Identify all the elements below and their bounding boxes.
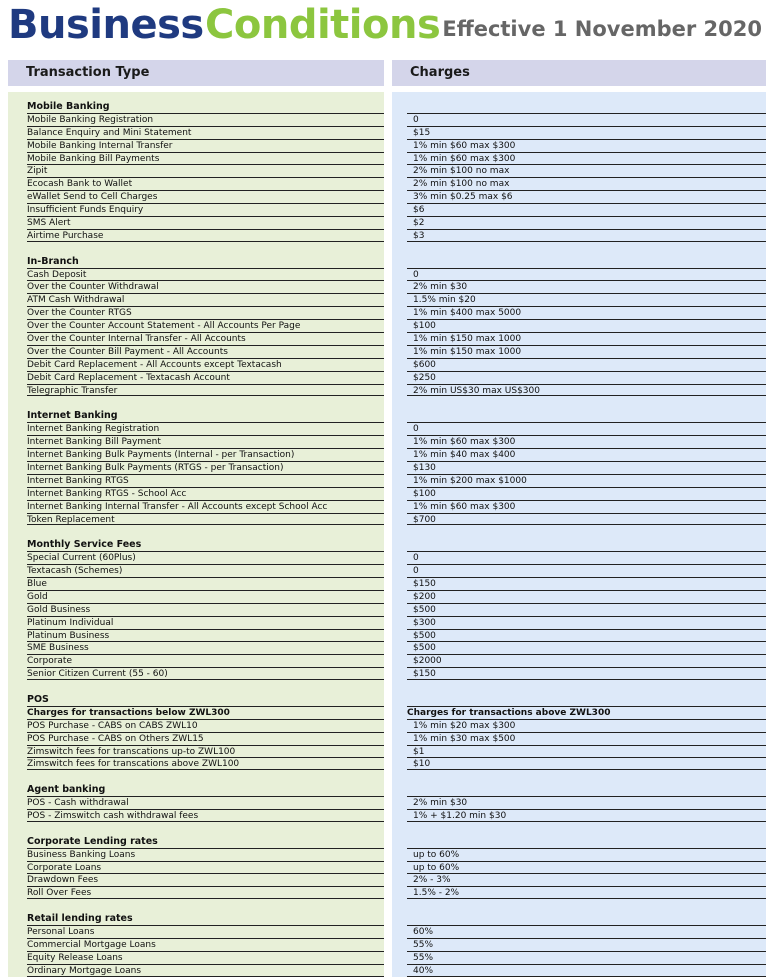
transaction-type-cell: Zimswitch fees for transcations up-to ZWL100: [27, 745, 384, 758]
transaction-type-cell: Cash Deposit: [27, 268, 384, 281]
charge-cell: 1.5% min $20: [407, 293, 766, 306]
section-heading: [0, 255, 774, 268]
transaction-type-cell: Charges for transactions below ZWL300: [27, 706, 384, 719]
transaction-type-cell: Over the Counter RTGS: [27, 306, 384, 319]
transaction-type-cell: POS - Cash withdrawal: [27, 796, 384, 809]
charge-cell: 2% min $100 no max: [407, 177, 766, 190]
charge-cell: $150: [407, 667, 766, 680]
table-row: [0, 603, 774, 616]
charge-cell: $600: [407, 358, 766, 371]
transaction-type-cell: Debit Card Replacement - All Accounts except Textacash: [27, 358, 384, 371]
charge-cell: 2% - 3%: [407, 873, 766, 886]
table-row: [0, 500, 774, 513]
table-row: [0, 216, 774, 229]
charge-cell: 1% + $1.20 min $30: [407, 809, 766, 822]
column-header-charges: [392, 60, 766, 86]
transaction-type-cell: Telegraphic Transfer: [27, 384, 384, 397]
charge-cell: $700: [407, 513, 766, 526]
table-row: [0, 126, 774, 139]
section-heading: [0, 912, 774, 925]
transaction-type-cell: Over the Counter Withdrawal: [27, 280, 384, 293]
table-row: [0, 732, 774, 745]
table-row: [0, 190, 774, 203]
section-title: Monthly Service Fees: [27, 539, 142, 551]
transaction-type-cell: POS - Zimswitch cash withdrawal fees: [27, 809, 384, 822]
fee-table: [0, 100, 774, 977]
charge-cell: $150: [407, 577, 766, 590]
transaction-type-cell: Personal Loans: [27, 925, 384, 938]
column-header-transaction-type: [8, 60, 384, 86]
table-row: [0, 229, 774, 242]
transaction-type-cell: Blue: [27, 577, 384, 590]
section-title: Agent banking: [27, 784, 106, 796]
table-row: [0, 384, 774, 397]
section-gap: [0, 525, 774, 538]
charge-cell: $2000: [407, 654, 766, 667]
table-row: [0, 577, 774, 590]
charge-cell: 1% min $30 max $500: [407, 732, 766, 745]
table-row: [0, 306, 774, 319]
charge-cell: 0: [407, 268, 766, 281]
section-title: POS: [27, 693, 49, 705]
table-row: [0, 448, 774, 461]
charge-cell: 0: [407, 422, 766, 435]
table-row: [0, 461, 774, 474]
table-row: [0, 796, 774, 809]
section-title: Retail lending rates: [27, 913, 133, 925]
section-title: Corporate Lending rates: [27, 835, 158, 847]
transaction-type-cell: Platinum Individual: [27, 616, 384, 629]
transaction-type-cell: Internet Banking Internal Transfer - All Accounts except School Acc: [27, 500, 384, 513]
transaction-type-cell: Zipit: [27, 164, 384, 177]
charge-cell: $10: [407, 757, 766, 770]
charge-cell: 1% min $60 max $300: [407, 500, 766, 513]
page-header: [0, 0, 774, 54]
table-row: [0, 873, 774, 886]
section-gap: [0, 822, 774, 835]
table-row: [0, 332, 774, 345]
table-row: [0, 113, 774, 126]
table-row: [0, 435, 774, 448]
charge-cell: $250: [407, 371, 766, 384]
table-row: [0, 848, 774, 861]
title-business: Business: [8, 2, 204, 48]
transaction-type-cell: Zimswitch fees for transcations above ZWL100: [27, 757, 384, 770]
table-row: [0, 590, 774, 603]
charge-cell: 55%: [407, 951, 766, 964]
section-gap: [0, 770, 774, 783]
charge-cell: $300: [407, 616, 766, 629]
section-heading: [0, 409, 774, 422]
table-row: [0, 564, 774, 577]
transaction-type-cell: Over the Counter Bill Payment - All Accounts: [27, 345, 384, 358]
transaction-type-cell: Balance Enquiry and Mini Statement: [27, 126, 384, 139]
table-row: [0, 474, 774, 487]
title-conditions: Conditions: [205, 2, 441, 48]
table-row: [0, 861, 774, 874]
transaction-type-cell: Mobile Banking Registration: [27, 113, 384, 126]
transaction-type-cell: Mobile Banking Internal Transfer: [27, 139, 384, 152]
table-row: [0, 345, 774, 358]
charge-cell: up to 60%: [407, 861, 766, 874]
transaction-type-cell: Corporate Loans: [27, 861, 384, 874]
transaction-type-cell: Ordinary Mortgage Loans: [27, 964, 384, 977]
section-heading: [0, 835, 774, 848]
transaction-type-cell: Mobile Banking Bill Payments: [27, 152, 384, 165]
charge-cell: $100: [407, 319, 766, 332]
table-row: [0, 319, 774, 332]
table-row: [0, 964, 774, 977]
table-row: [0, 809, 774, 822]
table-row: [0, 616, 774, 629]
transaction-type-cell: Internet Banking Bill Payment: [27, 435, 384, 448]
charge-cell: 40%: [407, 964, 766, 977]
section-gap: [0, 899, 774, 912]
charge-cell: 0: [407, 564, 766, 577]
transaction-type-cell: SMS Alert: [27, 216, 384, 229]
table-row: [0, 629, 774, 642]
table-row: [0, 487, 774, 500]
table-row: [0, 164, 774, 177]
transaction-type-cell: Internet Banking Bulk Payments (Internal - per Transaction): [27, 448, 384, 461]
transaction-type-cell: POS Purchase - CABS on Others ZWL15: [27, 732, 384, 745]
section-gap: [0, 680, 774, 693]
transaction-type-cell: Business Banking Loans: [27, 848, 384, 861]
charge-cell: 2% min $100 no max: [407, 164, 766, 177]
transaction-type-cell: Equity Release Loans: [27, 951, 384, 964]
charge-cell: 1% min $60 max $300: [407, 139, 766, 152]
table-row: [0, 293, 774, 306]
table-row: [0, 951, 774, 964]
transaction-type-cell: Airtime Purchase: [27, 229, 384, 242]
transaction-type-cell: Token Replacement: [27, 513, 384, 526]
transaction-type-cell: Insufficient Funds Enquiry: [27, 203, 384, 216]
charge-cell: 1% min $60 max $300: [407, 435, 766, 448]
transaction-type-cell: Commercial Mortgage Loans: [27, 938, 384, 951]
table-row: [0, 422, 774, 435]
section-title: Mobile Banking: [27, 101, 110, 112]
table-row: [0, 641, 774, 654]
effective-date: Effective 1 November 2020: [442, 17, 762, 41]
charge-cell: 1% min $400 max 5000: [407, 306, 766, 319]
transaction-type-cell: Debit Card Replacement - Textacash Account: [27, 371, 384, 384]
section-gap: [0, 396, 774, 409]
transaction-type-cell: POS Purchase - CABS on CABS ZWL10: [27, 719, 384, 732]
table-row: [0, 551, 774, 564]
table-row: [0, 358, 774, 371]
transaction-type-cell: Platinum Business: [27, 629, 384, 642]
charge-cell: Charges for transactions above ZWL300: [407, 706, 766, 719]
table-row: [0, 152, 774, 165]
charge-cell: $200: [407, 590, 766, 603]
table-row: [0, 706, 774, 719]
charge-cell: 2% min $30: [407, 796, 766, 809]
charge-cell: $6: [407, 203, 766, 216]
charge-cell: 1% min $40 max $400: [407, 448, 766, 461]
charge-cell: $100: [407, 487, 766, 500]
transaction-type-cell: Corporate: [27, 654, 384, 667]
charge-cell: 55%: [407, 938, 766, 951]
charge-cell: 1% min $150 max 1000: [407, 345, 766, 358]
charge-cell: 1% min $150 max 1000: [407, 332, 766, 345]
table-row: [0, 203, 774, 216]
table-row: [0, 654, 774, 667]
table-row: [0, 139, 774, 152]
charge-cell: $500: [407, 641, 766, 654]
transaction-type-cell: Ecocash Bank to Wallet: [27, 177, 384, 190]
transaction-type-cell: Special Current (60Plus): [27, 551, 384, 564]
charge-cell: 2% min US$30 max US$300: [407, 384, 766, 397]
table-row: [0, 667, 774, 680]
transaction-type-cell: Gold Business: [27, 603, 384, 616]
table-row: [0, 757, 774, 770]
charge-cell: $15: [407, 126, 766, 139]
transaction-type-cell: Over the Counter Internal Transfer - All Accounts: [27, 332, 384, 345]
transaction-type-cell: Gold: [27, 590, 384, 603]
transaction-type-cell: Senior Citizen Current (55 - 60): [27, 667, 384, 680]
transaction-type-cell: SME Business: [27, 641, 384, 654]
table-row: [0, 745, 774, 758]
charge-cell: 1% min $200 max $1000: [407, 474, 766, 487]
transaction-type-cell: Drawdown Fees: [27, 873, 384, 886]
column-header-charges-label: Charges: [410, 65, 470, 80]
charge-cell: $1: [407, 745, 766, 758]
charge-cell: $3: [407, 229, 766, 242]
column-header-transaction-type-label: Transaction Type: [26, 65, 150, 80]
section-heading: [0, 100, 774, 113]
table-row: [0, 886, 774, 899]
section-heading: [0, 783, 774, 796]
charge-cell: $130: [407, 461, 766, 474]
charge-cell: 0: [407, 113, 766, 126]
table-row: [0, 925, 774, 938]
table-row: [0, 719, 774, 732]
transaction-type-cell: Roll Over Fees: [27, 886, 384, 899]
charge-cell: 60%: [407, 925, 766, 938]
section-heading: [0, 693, 774, 706]
charge-cell: 1.5% - 2%: [407, 886, 766, 899]
charge-cell: 3% min $0.25 max $6: [407, 190, 766, 203]
charge-cell: $2: [407, 216, 766, 229]
section-title: Internet Banking: [27, 410, 118, 422]
transaction-type-cell: eWallet Send to Cell Charges: [27, 190, 384, 203]
table-row: [0, 938, 774, 951]
table-row: [0, 177, 774, 190]
charge-cell: $500: [407, 603, 766, 616]
transaction-type-cell: Textacash (Schemes): [27, 564, 384, 577]
transaction-type-cell: Internet Banking Registration: [27, 422, 384, 435]
charge-cell: up to 60%: [407, 848, 766, 861]
charge-cell: $500: [407, 629, 766, 642]
section-heading: [0, 538, 774, 551]
table-row: [0, 371, 774, 384]
transaction-type-cell: Over the Counter Account Statement - All Accounts Per Page: [27, 319, 384, 332]
charge-cell: 1% min $60 max $300: [407, 152, 766, 165]
table-row: [0, 280, 774, 293]
transaction-type-cell: ATM Cash Withdrawal: [27, 293, 384, 306]
section-title: In-Branch: [27, 255, 79, 267]
table-row: [0, 513, 774, 526]
section-gap: [0, 242, 774, 255]
transaction-type-cell: Internet Banking RTGS - School Acc: [27, 487, 384, 500]
transaction-type-cell: Internet Banking RTGS: [27, 474, 384, 487]
table-row: [0, 268, 774, 281]
charge-cell: 2% min $30: [407, 280, 766, 293]
transaction-type-cell: Internet Banking Bulk Payments (RTGS - per Transaction): [27, 461, 384, 474]
charge-cell: 0: [407, 551, 766, 564]
charge-cell: 1% min $20 max $300: [407, 719, 766, 732]
